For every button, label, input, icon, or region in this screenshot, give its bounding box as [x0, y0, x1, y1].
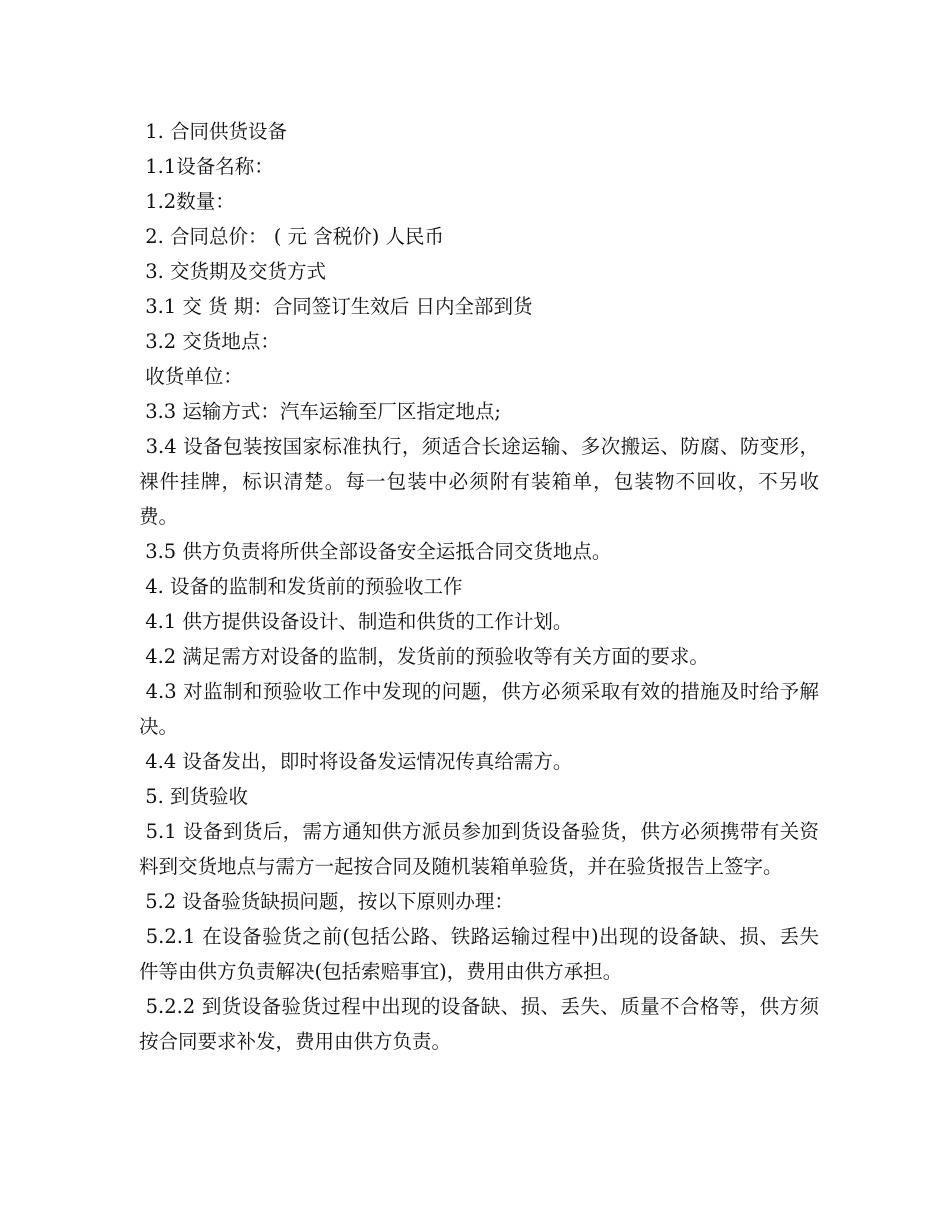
- section-heading-3: 3. 交货期及交货方式: [139, 260, 327, 283]
- clause-3-3: 3.3 运输方式：汽车运输至厂区指定地点;: [139, 400, 501, 423]
- clause-1-1: 1.1设备名称：: [139, 155, 274, 178]
- clause-receiving-unit: 收货单位：: [139, 365, 243, 388]
- clause-1-2: 1.2数量：: [139, 190, 235, 213]
- section-heading-4: 4. 设备的监制和发货前的预验收工作: [139, 575, 463, 598]
- clause-3-2: 3.2 交货地点：: [139, 330, 280, 353]
- clause-4-3: 4.3 对监制和预验收工作中发现的问题，供方必须采取有效的措施及时给予解决。: [139, 680, 820, 738]
- section-heading-1: 1. 合同供货设备: [139, 120, 288, 143]
- clause-5-2: 5.2 设备验货缺损问题，按以下原则办理：: [139, 890, 514, 913]
- clause-4-4: 4.4 设备发出，即时将设备发运情况传真给需方。: [139, 750, 573, 773]
- clause-4-1: 4.1 供方提供设备设计、制造和供货的工作计划。: [139, 610, 573, 633]
- section-heading-5: 5. 到货验收: [139, 785, 249, 808]
- clause-3-5: 3.5 供方负责将所供全部设备安全运抵合同交货地点。: [139, 540, 612, 563]
- clause-5-1: 5.1 设备到货后，需方通知供方派员参加到货设备验货，供方必须携带有关资料到交货地点与需方一起按合同及随机装箱单验货，并在验货报告上签字。: [139, 820, 820, 878]
- document-body: [139, 114, 819, 1059]
- clause-3-4: 3.4 设备包装按国家标准执行，须适合长途运输、多次搬运、防腐、防变形，裸件挂牌，标识清楚。每一包装中必须附有装箱单，包装物不回收，不另收费。: [139, 435, 820, 528]
- section-heading-2: 2. 合同总价： ( 元 含税价) 人民币: [139, 225, 445, 248]
- clause-4-2: 4.2 满足需方对设备的监制，发货前的预验收等有关方面的要求。: [139, 645, 709, 668]
- clause-5-2-2: 5.2.2 到货设备验货过程中出现的设备缺、损、丢失、质量不合格等，供方须按合同要求补发，费用由供方负责。: [139, 995, 819, 1053]
- clause-3-1: 3.1 交 货 期：合同签订生效后 日内全部到货: [139, 295, 533, 318]
- clause-5-2-1: 5.2.1 在设备验货之前(包括公路、铁路运输过程中)出现的设备缺、损、丢失件等由供方负责解决(包括索赔事宜)，费用由供方承担。: [139, 925, 820, 983]
